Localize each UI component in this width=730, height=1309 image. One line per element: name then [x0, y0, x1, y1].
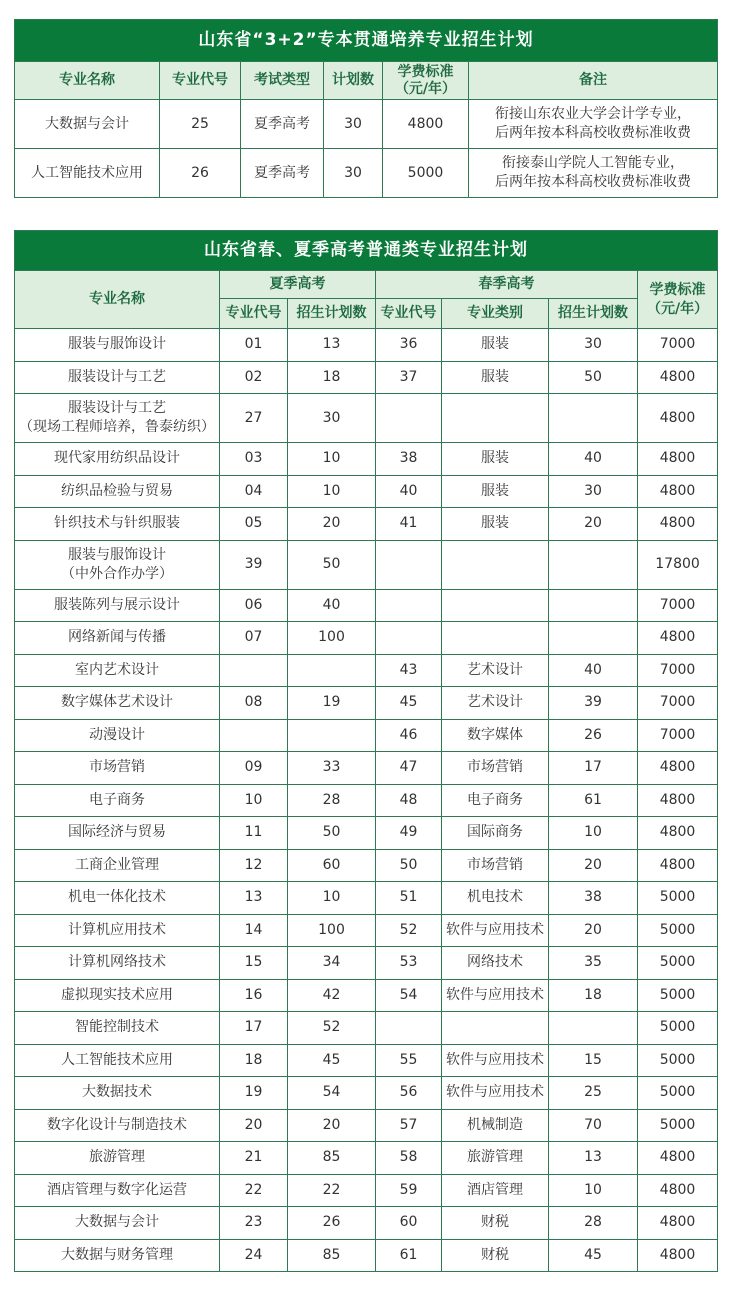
table-row: [15, 1142, 718, 1175]
cell-spring-count: [549, 589, 638, 622]
table-row: [15, 979, 718, 1012]
cell-spring-category: [442, 622, 549, 655]
cell-major-name: 服装陈列与展示设计: [15, 589, 220, 622]
cell-spring-count: 13: [549, 1142, 638, 1175]
cell-spring-category: [442, 589, 549, 622]
cell-major-name: 动漫设计: [15, 719, 220, 752]
header-tuition: 学费标准 （元/年）: [383, 62, 469, 100]
cell-spring-code: 51: [376, 882, 442, 915]
cell-summer-code: 04: [220, 475, 288, 508]
cell-tuition: 7000: [638, 719, 718, 752]
cell-summer-code: 39: [220, 540, 288, 589]
cell-exam-type: 夏季高考: [241, 100, 324, 149]
cell-summer-count: 22: [288, 1174, 376, 1207]
cell-spring-category: 服装: [442, 508, 549, 541]
cell-tuition: 4800: [638, 784, 718, 817]
cell-summer-code: 10: [220, 784, 288, 817]
cell-tuition: 4800: [638, 622, 718, 655]
cell-spring-code: [376, 540, 442, 589]
cell-summer-code: 15: [220, 947, 288, 980]
cell-spring-count: 20: [549, 849, 638, 882]
header-plan-count: 计划数: [324, 62, 383, 100]
cell-spring-count: 10: [549, 1174, 638, 1207]
cell-tuition: 5000: [638, 914, 718, 947]
table-row: [15, 1012, 718, 1045]
cell-major-name: 旅游管理: [15, 1142, 220, 1175]
cell-summer-code: 03: [220, 443, 288, 476]
table2-title: 山东省春、夏季高考普通类专业招生计划: [15, 231, 718, 271]
cell-spring-category: 国际商务: [442, 817, 549, 850]
cell-spring-count: 40: [549, 443, 638, 476]
cell-spring-category: 酒店管理: [442, 1174, 549, 1207]
cell-summer-count: 54: [288, 1077, 376, 1110]
cell-remark: 衔接泰山学院人工智能专业， 后两年按本科高校收费标准收费: [469, 149, 718, 198]
cell-spring-code: 61: [376, 1239, 442, 1272]
cell-summer-count: 52: [288, 1012, 376, 1045]
cell-summer-count: 50: [288, 540, 376, 589]
cell-major-name: 纺织品检验与贸易: [15, 475, 220, 508]
cell-plan-count: 30: [324, 100, 383, 149]
cell-major-name: 智能控制技术: [15, 1012, 220, 1045]
cell-summer-count: 28: [288, 784, 376, 817]
cell-summer-count: [288, 654, 376, 687]
cell-spring-category: 软件与应用技术: [442, 1044, 549, 1077]
cell-major-name: 数字媒体艺术设计: [15, 687, 220, 720]
cell-spring-category: 服装: [442, 361, 549, 394]
cell-tuition: 7000: [638, 329, 718, 362]
cell-major-name: 网络新闻与传播: [15, 622, 220, 655]
cell-tuition: 4800: [638, 443, 718, 476]
cell-spring-count: 50: [549, 361, 638, 394]
cell-tuition: 4800: [638, 361, 718, 394]
cell-spring-count: 18: [549, 979, 638, 1012]
cell-summer-code: 17: [220, 1012, 288, 1045]
cell-tuition: 5000: [638, 1044, 718, 1077]
cell-spring-code: [376, 589, 442, 622]
header-major-name: 专业名称: [15, 62, 160, 100]
cell-summer-count: 60: [288, 849, 376, 882]
table-row: [15, 687, 718, 720]
cell-spring-code: 59: [376, 1174, 442, 1207]
cell-major-name: 大数据与会计: [15, 100, 160, 149]
table-general-plan: [14, 230, 717, 1272]
cell-tuition: 4800: [383, 100, 469, 149]
table-row: [15, 752, 718, 785]
cell-summer-count: 30: [288, 394, 376, 443]
cell-summer-count: 18: [288, 361, 376, 394]
cell-summer-count: 85: [288, 1239, 376, 1272]
table-row: [15, 100, 718, 149]
cell-spring-code: 52: [376, 914, 442, 947]
cell-spring-code: [376, 622, 442, 655]
table-row: [15, 443, 718, 476]
table-row: [15, 540, 718, 589]
table-3plus2-plan: [14, 19, 717, 198]
cell-spring-code: 47: [376, 752, 442, 785]
cell-spring-code: 50: [376, 849, 442, 882]
cell-major-name: 国际经济与贸易: [15, 817, 220, 850]
cell-tuition: 4800: [638, 1142, 718, 1175]
cell-spring-category: 机电技术: [442, 882, 549, 915]
cell-summer-count: 13: [288, 329, 376, 362]
cell-summer-code: 06: [220, 589, 288, 622]
cell-spring-category: 服装: [442, 329, 549, 362]
header-summer-code: 专业代号: [220, 299, 288, 329]
cell-summer-code: 22: [220, 1174, 288, 1207]
table-row: [15, 394, 718, 443]
cell-summer-count: 19: [288, 687, 376, 720]
cell-summer-count: 34: [288, 947, 376, 980]
cell-spring-code: 57: [376, 1109, 442, 1142]
cell-spring-category: 数字媒体: [442, 719, 549, 752]
cell-spring-code: 37: [376, 361, 442, 394]
cell-summer-code: 18: [220, 1044, 288, 1077]
cell-spring-code: 36: [376, 329, 442, 362]
table-row: [15, 1109, 718, 1142]
table-row: [15, 914, 718, 947]
cell-summer-count: 45: [288, 1044, 376, 1077]
cell-spring-category: 财税: [442, 1239, 549, 1272]
table-row: [15, 1174, 718, 1207]
cell-spring-category: [442, 394, 549, 443]
cell-spring-count: 26: [549, 719, 638, 752]
cell-spring-count: 20: [549, 914, 638, 947]
table-row: [15, 882, 718, 915]
cell-spring-count: 30: [549, 475, 638, 508]
cell-tuition: 5000: [638, 1077, 718, 1110]
table-row: [15, 784, 718, 817]
cell-summer-code: 07: [220, 622, 288, 655]
cell-tuition: 4800: [638, 849, 718, 882]
cell-major-name: 市场营销: [15, 752, 220, 785]
cell-spring-category: 艺术设计: [442, 654, 549, 687]
cell-spring-code: [376, 394, 442, 443]
cell-tuition: 4800: [638, 1174, 718, 1207]
cell-spring-code: 60: [376, 1207, 442, 1240]
table-row: [15, 149, 718, 198]
table-general: [14, 230, 718, 1272]
cell-summer-code: 27: [220, 394, 288, 443]
header-exam-type: 考试类型: [241, 62, 324, 100]
cell-summer-count: 85: [288, 1142, 376, 1175]
cell-summer-code: 13: [220, 882, 288, 915]
cell-tuition: 17800: [638, 540, 718, 589]
cell-major-name: 酒店管理与数字化运营: [15, 1174, 220, 1207]
cell-summer-code: 08: [220, 687, 288, 720]
cell-spring-code: 56: [376, 1077, 442, 1110]
cell-major-name: 计算机网络技术: [15, 947, 220, 980]
cell-spring-category: 财税: [442, 1207, 549, 1240]
cell-summer-count: 26: [288, 1207, 376, 1240]
header-remark: 备注: [469, 62, 718, 100]
cell-tuition: 4800: [638, 394, 718, 443]
cell-spring-count: 30: [549, 329, 638, 362]
cell-major-name: 大数据与财务管理: [15, 1239, 220, 1272]
cell-summer-count: 10: [288, 443, 376, 476]
cell-spring-count: [549, 394, 638, 443]
cell-tuition: 5000: [638, 979, 718, 1012]
cell-spring-count: [549, 1012, 638, 1045]
cell-major-name: 人工智能技术应用: [15, 149, 160, 198]
cell-major-name: 服装设计与工艺 （现场工程师培养，鲁泰纺织）: [15, 394, 220, 443]
table-row: [15, 817, 718, 850]
cell-major-code: 26: [160, 149, 241, 198]
cell-remark: 衔接山东农业大学会计学专业， 后两年按本科高校收费标准收费: [469, 100, 718, 149]
table-row: [15, 1077, 718, 1110]
cell-major-name: 大数据技术: [15, 1077, 220, 1110]
table-row: [15, 1239, 718, 1272]
cell-summer-count: 10: [288, 882, 376, 915]
cell-spring-count: 45: [549, 1239, 638, 1272]
cell-summer-count: 40: [288, 589, 376, 622]
cell-spring-category: [442, 1012, 549, 1045]
header-summer-exam: 夏季高考: [220, 271, 376, 299]
table-row: [15, 589, 718, 622]
cell-major-name: 虚拟现实技术应用: [15, 979, 220, 1012]
table-3plus2: [14, 19, 718, 198]
cell-spring-count: [549, 622, 638, 655]
cell-summer-count: 42: [288, 979, 376, 1012]
cell-summer-code: 16: [220, 979, 288, 1012]
header-spring-exam: 春季高考: [376, 271, 638, 299]
cell-tuition: 5000: [638, 947, 718, 980]
table1-title: 山东省“3+2”专本贯通培养专业招生计划: [15, 20, 718, 62]
cell-spring-code: 49: [376, 817, 442, 850]
cell-tuition: 7000: [638, 654, 718, 687]
cell-spring-code: 55: [376, 1044, 442, 1077]
table-row: [15, 1207, 718, 1240]
cell-spring-count: 25: [549, 1077, 638, 1110]
cell-spring-category: 艺术设计: [442, 687, 549, 720]
cell-spring-code: 53: [376, 947, 442, 980]
cell-spring-code: 41: [376, 508, 442, 541]
cell-summer-code: 24: [220, 1239, 288, 1272]
cell-tuition: 4800: [638, 752, 718, 785]
cell-spring-category: 软件与应用技术: [442, 979, 549, 1012]
cell-spring-count: 61: [549, 784, 638, 817]
cell-major-name: 大数据与会计: [15, 1207, 220, 1240]
cell-summer-code: [220, 654, 288, 687]
header-summer-count: 招生计划数: [288, 299, 376, 329]
cell-spring-code: 46: [376, 719, 442, 752]
cell-summer-code: 02: [220, 361, 288, 394]
cell-spring-count: 15: [549, 1044, 638, 1077]
cell-spring-code: 58: [376, 1142, 442, 1175]
cell-tuition: 7000: [638, 589, 718, 622]
cell-summer-count: 33: [288, 752, 376, 785]
table-row: [15, 1044, 718, 1077]
cell-spring-category: 软件与应用技术: [442, 1077, 549, 1110]
cell-plan-count: 30: [324, 149, 383, 198]
table-row: [15, 622, 718, 655]
cell-spring-category: 市场营销: [442, 752, 549, 785]
cell-spring-count: 20: [549, 508, 638, 541]
cell-spring-count: 10: [549, 817, 638, 850]
table-row: [15, 849, 718, 882]
cell-tuition: 4800: [638, 508, 718, 541]
cell-summer-code: 09: [220, 752, 288, 785]
cell-spring-category: 旅游管理: [442, 1142, 549, 1175]
cell-spring-code: 45: [376, 687, 442, 720]
cell-summer-code: 05: [220, 508, 288, 541]
table-row: [15, 361, 718, 394]
cell-spring-category: 服装: [442, 475, 549, 508]
table-row: [15, 654, 718, 687]
cell-tuition: 5000: [638, 882, 718, 915]
cell-spring-count: [549, 540, 638, 589]
cell-major-name: 计算机应用技术: [15, 914, 220, 947]
cell-summer-code: 19: [220, 1077, 288, 1110]
cell-major-name: 数字化设计与制造技术: [15, 1109, 220, 1142]
cell-spring-category: 网络技术: [442, 947, 549, 980]
cell-spring-code: 48: [376, 784, 442, 817]
table-row: [15, 719, 718, 752]
cell-major-name: 针织技术与针织服装: [15, 508, 220, 541]
cell-spring-count: 70: [549, 1109, 638, 1142]
cell-summer-code: 20: [220, 1109, 288, 1142]
cell-spring-code: 40: [376, 475, 442, 508]
cell-major-name: 人工智能技术应用: [15, 1044, 220, 1077]
cell-spring-category: 服装: [442, 443, 549, 476]
cell-spring-code: [376, 1012, 442, 1045]
cell-summer-code: 01: [220, 329, 288, 362]
cell-spring-count: 39: [549, 687, 638, 720]
cell-major-name: 室内艺术设计: [15, 654, 220, 687]
cell-summer-code: 14: [220, 914, 288, 947]
cell-summer-count: 20: [288, 1109, 376, 1142]
cell-spring-count: 38: [549, 882, 638, 915]
table-row: [15, 329, 718, 362]
cell-summer-code: 11: [220, 817, 288, 850]
cell-spring-count: 28: [549, 1207, 638, 1240]
cell-spring-category: 电子商务: [442, 784, 549, 817]
cell-spring-category: 市场营销: [442, 849, 549, 882]
cell-summer-count: 100: [288, 914, 376, 947]
cell-summer-count: 100: [288, 622, 376, 655]
header-spring-code: 专业代号: [376, 299, 442, 329]
cell-spring-code: 54: [376, 979, 442, 1012]
cell-tuition: 5000: [638, 1109, 718, 1142]
cell-spring-code: 38: [376, 443, 442, 476]
header-spring-count: 招生计划数: [549, 299, 638, 329]
header-major-name: 专业名称: [15, 271, 220, 329]
cell-major-name: 工商企业管理: [15, 849, 220, 882]
cell-summer-code: 23: [220, 1207, 288, 1240]
table-row: [15, 947, 718, 980]
cell-summer-count: 50: [288, 817, 376, 850]
header-spring-category: 专业类别: [442, 299, 549, 329]
header-major-code: 专业代号: [160, 62, 241, 100]
cell-tuition: 5000: [638, 1012, 718, 1045]
cell-major-code: 25: [160, 100, 241, 149]
cell-tuition: 4800: [638, 1239, 718, 1272]
cell-summer-count: 10: [288, 475, 376, 508]
cell-tuition: 4800: [638, 817, 718, 850]
cell-tuition: 4800: [638, 1207, 718, 1240]
cell-spring-count: 17: [549, 752, 638, 785]
cell-major-name: 机电一体化技术: [15, 882, 220, 915]
header-tuition: 学费标准 （元/年）: [638, 271, 718, 329]
cell-tuition: 4800: [638, 475, 718, 508]
cell-spring-category: [442, 540, 549, 589]
cell-major-name: 电子商务: [15, 784, 220, 817]
cell-spring-count: 35: [549, 947, 638, 980]
cell-tuition: 5000: [383, 149, 469, 198]
cell-summer-count: [288, 719, 376, 752]
cell-tuition: 7000: [638, 687, 718, 720]
table-row: [15, 508, 718, 541]
cell-exam-type: 夏季高考: [241, 149, 324, 198]
cell-spring-count: 40: [549, 654, 638, 687]
cell-major-name: 服装设计与工艺: [15, 361, 220, 394]
cell-spring-category: 机械制造: [442, 1109, 549, 1142]
cell-spring-category: 软件与应用技术: [442, 914, 549, 947]
cell-major-name: 服装与服饰设计 （中外合作办学）: [15, 540, 220, 589]
cell-summer-code: 12: [220, 849, 288, 882]
cell-summer-count: 20: [288, 508, 376, 541]
cell-spring-code: 43: [376, 654, 442, 687]
cell-major-name: 现代家用纺织品设计: [15, 443, 220, 476]
table-row: [15, 475, 718, 508]
cell-summer-code: 21: [220, 1142, 288, 1175]
cell-summer-code: [220, 719, 288, 752]
cell-major-name: 服装与服饰设计: [15, 329, 220, 362]
